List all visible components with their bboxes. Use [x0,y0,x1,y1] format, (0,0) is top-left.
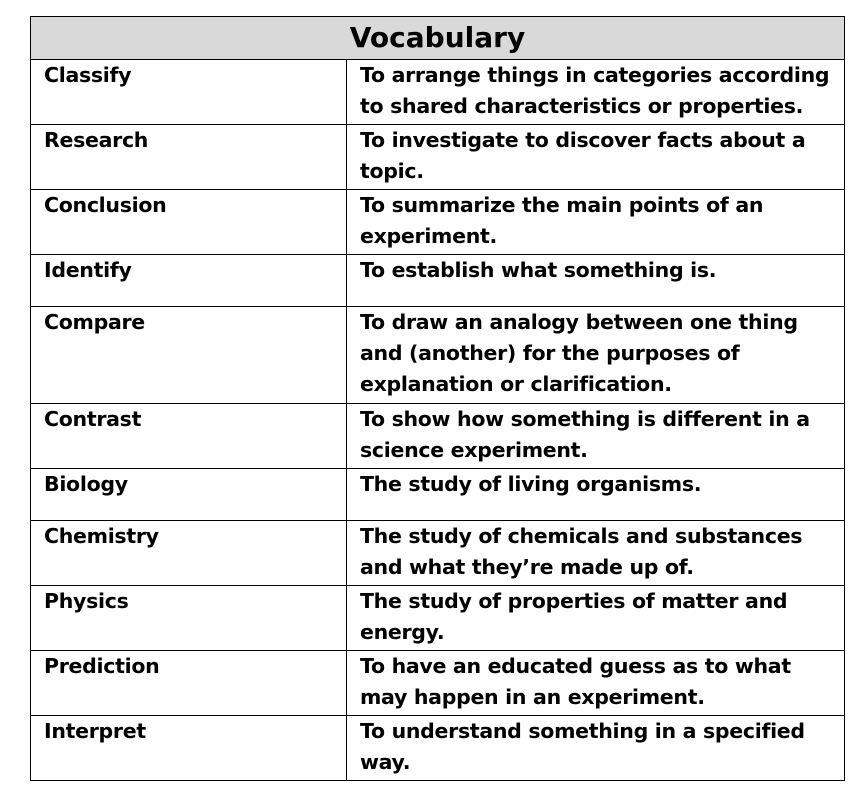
term-cell: Interpret [31,716,347,781]
definition-cell: To investigate to discover facts about a topic. [347,125,845,190]
table-row [31,125,845,190]
definition-cell: The study of chemicals and substances and what they’re made up of. [347,521,845,586]
table-row [31,521,845,586]
definition-cell: The study of properties of matter and energy. [347,586,845,651]
table-title: Vocabulary [31,17,845,60]
table-row [31,716,845,781]
definition-cell: To have an educated guess as to what may happen in an experiment. [347,651,845,716]
table-row [31,586,845,651]
table-row [31,469,845,521]
definition-cell: To arrange things in categories according to shared characteristics or properties. [347,60,845,125]
definition-cell: To establish what something is. [347,255,845,307]
table-row [31,255,845,307]
definition-cell: To understand something in a specified way. [347,716,845,781]
term-cell: Compare [31,307,347,404]
term-cell: Contrast [31,404,347,469]
term-cell: Biology [31,469,347,521]
definition-cell: To draw an analogy between one thing and (another) for the purposes of explanation or clarification. [347,307,845,404]
term-cell: Physics [31,586,347,651]
term-cell: Conclusion [31,190,347,255]
definition-cell: To summarize the main points of an experiment. [347,190,845,255]
term-cell: Identify [31,255,347,307]
term-cell: Prediction [31,651,347,716]
definition-cell: The study of living organisms. [347,469,845,521]
table-header-row [31,17,845,60]
table-row [31,60,845,125]
table-row [31,190,845,255]
table-row [31,307,845,404]
term-cell: Classify [31,60,347,125]
table-row [31,651,845,716]
vocabulary-table [30,16,845,781]
definition-cell: To show how something is different in a science experiment. [347,404,845,469]
term-cell: Research [31,125,347,190]
term-cell: Chemistry [31,521,347,586]
table-row [31,404,845,469]
